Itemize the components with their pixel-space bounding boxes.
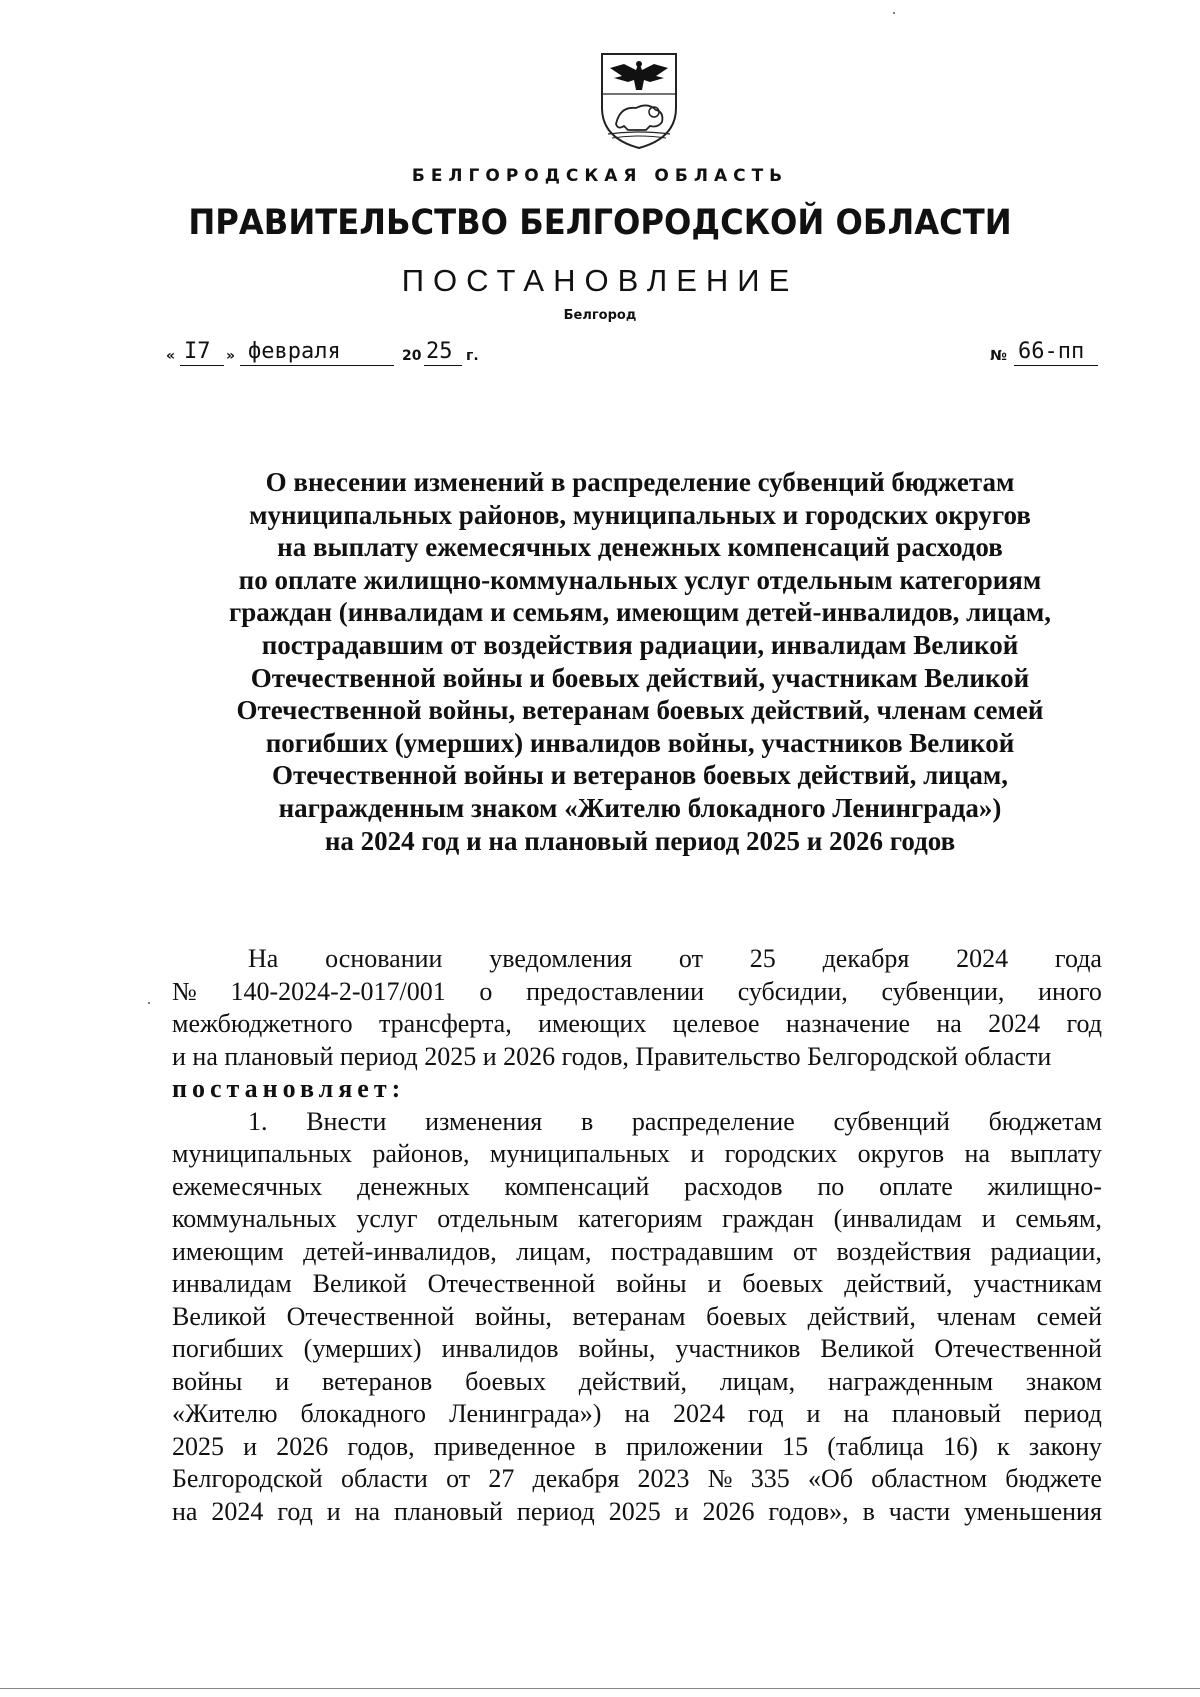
word: округов [857, 1139, 945, 1168]
word: лицам, [719, 1366, 796, 1396]
word: период [516, 1496, 595, 1526]
word: плановый [393, 1496, 503, 1526]
word: пострадавшим [610, 1236, 774, 1266]
word: (инвалидам [833, 1204, 962, 1233]
word: 2023 [637, 1464, 690, 1493]
word: в [862, 1496, 875, 1526]
word: граждан [722, 1204, 814, 1233]
word: от [446, 1464, 471, 1493]
word: декабря [532, 1464, 620, 1493]
title-line: на выплату ежемесячных денежных компенсаций расходов [277, 532, 1003, 563]
word: областном [871, 1464, 988, 1493]
word: годов, [347, 1431, 415, 1461]
word: действий, [844, 1269, 953, 1298]
word: 2024 [988, 1009, 1041, 1038]
document-type: ПОСТАНОВЛЕНИЕ [401, 263, 799, 298]
word: 2024 [211, 1496, 264, 1526]
word: 1. [248, 1106, 268, 1136]
word: 335 [750, 1464, 790, 1493]
date-number-line [166, 334, 1096, 366]
body-line [172, 1366, 1102, 1399]
scan-speck [893, 12, 895, 14]
word: оплате [879, 1171, 953, 1201]
date-month: февраля [248, 339, 341, 364]
word: от [678, 944, 703, 973]
word: области [340, 1464, 428, 1493]
title-line: граждан (инвалидам и семьям, имеющим детей-инвалидов, лицам, [228, 597, 1052, 628]
word: в [594, 1431, 607, 1461]
word: целевое [672, 1009, 760, 1038]
document-title [190, 466, 1090, 857]
word: «Об [807, 1464, 853, 1493]
word: На [248, 944, 279, 973]
resolves-word: постановляет: [172, 1074, 406, 1103]
word: к [997, 1431, 1010, 1461]
word: действий, [807, 1301, 916, 1331]
document-body [172, 943, 1102, 1528]
word: плановый [892, 1399, 1002, 1428]
word: награжденным [827, 1366, 994, 1396]
word: приведенное [433, 1431, 576, 1461]
word: части [888, 1496, 951, 1526]
word: действий, [578, 1366, 687, 1396]
word: войны [616, 1269, 687, 1298]
body-line [172, 976, 1102, 1009]
word: Белгородской [172, 1464, 323, 1493]
word: ветеранам [572, 1301, 686, 1331]
word: период [1024, 1399, 1102, 1428]
word: (умерших) [303, 1334, 422, 1363]
title-line: Отечественной войны и ветеранов боевых действий, лицам, [271, 760, 1009, 791]
word: год [1066, 1009, 1102, 1038]
word: на [172, 1496, 198, 1526]
word: услуг [356, 1204, 418, 1233]
word: категориям [578, 1204, 703, 1233]
title-line: пострадавшим от воздействия радиации, инвалидам Великой [261, 629, 1019, 660]
word: Отечественной [427, 1269, 596, 1298]
word: войны, [474, 1301, 552, 1331]
word: войны, [578, 1334, 656, 1363]
city-name: Белгород [563, 308, 637, 323]
word: год [277, 1496, 313, 1526]
word: городских [724, 1139, 838, 1168]
body-line [172, 1333, 1102, 1366]
title-line: на 2024 год и на плановый период 2025 и 2026 годов [324, 825, 956, 856]
word: бюджетам [988, 1106, 1102, 1136]
word: уменьшения [964, 1496, 1102, 1526]
body-line [172, 1008, 1102, 1041]
scan-speck [148, 1002, 150, 1004]
word: выплату [1010, 1139, 1102, 1168]
word: Отечественной [934, 1334, 1102, 1363]
word: 25 [749, 944, 776, 973]
word: семей [1036, 1301, 1102, 1331]
date-year: 25 [426, 339, 453, 364]
word: детей-инвалидов, [303, 1236, 497, 1266]
close-quote: » [226, 348, 236, 364]
word: участникам [973, 1269, 1102, 1298]
body-line [172, 1106, 1102, 1139]
word: и [674, 1496, 689, 1526]
word: 2025 [608, 1496, 661, 1526]
word: 27 [488, 1464, 515, 1493]
word: лицам, [516, 1236, 592, 1266]
word: на [964, 1139, 991, 1168]
word: инвалидов [441, 1334, 559, 1363]
word: Отечественной [286, 1301, 455, 1331]
word: воздействия [836, 1236, 972, 1266]
title-line: Отечественной войны, ветеранам боевых действий, членам семей [236, 695, 1044, 726]
word: и [275, 1366, 290, 1396]
body-line [172, 1463, 1102, 1496]
word: коммунальных [172, 1204, 337, 1233]
word: субсидии, [737, 976, 848, 1006]
word: распределение [631, 1106, 795, 1136]
word: приложении [625, 1431, 763, 1461]
word: участников [675, 1334, 801, 1363]
word: о [479, 976, 493, 1006]
word: в [580, 1106, 594, 1136]
word: иного [1038, 976, 1102, 1006]
word: и [806, 1399, 821, 1428]
word: 2026 [702, 1496, 755, 1526]
title-line: муниципальных районов, муниципальных и городских округов [249, 499, 1031, 530]
word: межбюджетного [172, 1009, 353, 1038]
word: № [707, 1464, 733, 1493]
word: года [1054, 944, 1102, 973]
word: субвенции, [881, 976, 1005, 1006]
title-line: погибших (умерших) инвалидов войны, участников Великой [265, 727, 1015, 758]
day-underline [180, 365, 224, 366]
word: № [172, 976, 197, 1006]
word: районов, [372, 1139, 470, 1168]
title-line: Отечественной войны и боевых действий, участникам Великой [250, 662, 1030, 693]
word: трансферта, [378, 1009, 512, 1038]
word: компенсаций [504, 1171, 650, 1201]
word: и [243, 1431, 258, 1461]
word: расходов [684, 1171, 783, 1201]
word: (таблица [827, 1431, 925, 1461]
scan-edge-line [0, 1688, 1200, 1689]
word: жилищно- [987, 1171, 1102, 1201]
word: ветеранов [321, 1366, 433, 1396]
word: на [843, 1399, 869, 1428]
month-underline [240, 365, 394, 366]
word: на [936, 1009, 962, 1038]
word: отдельным [437, 1204, 559, 1233]
word: войны [172, 1366, 243, 1396]
title-line: О внесении изменений в распределение субвенций бюджетам [265, 467, 1015, 497]
word: и [707, 1269, 722, 1298]
word: имеющим [172, 1236, 284, 1266]
word: 2025 [172, 1431, 224, 1461]
title-line: награжденным знаком «Жителю блокадного Ленинграда») [278, 792, 1002, 823]
word: имеющих [538, 1009, 647, 1038]
word: Великой [312, 1269, 407, 1298]
word: бюджете [1005, 1464, 1102, 1493]
word: предоставлении [526, 976, 705, 1006]
word: декабря [822, 944, 910, 973]
year-underline [424, 365, 462, 366]
date-day: I7 [184, 339, 211, 364]
word: членам [936, 1301, 1017, 1331]
region-name: БЕЛГОРОДСКАЯ ОБЛАСТЬ [411, 166, 789, 186]
body-line [172, 1496, 1102, 1529]
word: муниципальных [172, 1139, 353, 1168]
word: боевых [742, 1269, 824, 1298]
word: Внести [306, 1106, 387, 1136]
word: Великой [172, 1301, 266, 1331]
government-name: ПРАВИТЕЛЬСТВО БЕЛГОРОДСКОЙ ОБЛАСТИ [188, 203, 1012, 243]
word: от [793, 1236, 818, 1266]
word: изменения [425, 1106, 543, 1136]
body-line: и на плановый период 2025 и 2026 годов, Правительство Белгородской области [172, 1041, 1052, 1071]
document-number: 66-пп [1018, 339, 1085, 364]
word: радиации, [990, 1236, 1102, 1266]
body-line [172, 1203, 1102, 1236]
word: уведомления [489, 944, 633, 973]
word: семьям, [1015, 1204, 1102, 1233]
body-line [172, 943, 1102, 976]
word: субвенций [833, 1106, 950, 1136]
word: и [981, 1204, 996, 1233]
word: «Жителю [172, 1399, 278, 1428]
word: ежемесячных [172, 1171, 323, 1201]
word: по [817, 1171, 845, 1201]
word: основании [325, 944, 443, 973]
word: 15 [782, 1431, 809, 1461]
body-line [172, 1138, 1102, 1171]
number-underline [1014, 365, 1098, 366]
word: погибших [172, 1334, 284, 1363]
word: на [354, 1496, 381, 1526]
word: и [690, 1139, 705, 1168]
word: инвалидам [172, 1269, 292, 1298]
word: Ленинграда») [449, 1399, 602, 1428]
word: 2024 [672, 1399, 725, 1428]
year-prefix: 20 [402, 348, 422, 364]
word: блокадного [300, 1399, 427, 1428]
word: и [326, 1496, 341, 1526]
body-line [172, 1268, 1102, 1301]
title-line: по оплате жилищно-коммунальных услуг отдельным категориям [238, 564, 1042, 595]
word: закону [1028, 1431, 1102, 1461]
body-line [172, 1236, 1102, 1269]
number-label: № [990, 348, 1007, 364]
word: знаком [1025, 1366, 1102, 1396]
open-quote: « [166, 348, 176, 364]
word: муниципальных [489, 1139, 670, 1168]
body-line [172, 1398, 1102, 1431]
word: боевых [465, 1366, 546, 1396]
word: денежных [357, 1171, 470, 1201]
body-line [172, 1431, 1102, 1464]
word: 140-2024-2-017/001 [230, 976, 446, 1006]
body-line [172, 1171, 1102, 1204]
word: год [748, 1399, 784, 1428]
word: Великой [820, 1334, 915, 1363]
year-unit: г. [466, 348, 479, 364]
word: боевых [706, 1301, 787, 1331]
word: 2024 [956, 944, 1009, 973]
word: на [624, 1399, 650, 1428]
word: 16) [943, 1431, 978, 1461]
word: назначение [785, 1009, 911, 1038]
word: годов», [768, 1496, 849, 1526]
body-line [172, 1301, 1102, 1334]
coat-of-arms-emblem [598, 50, 680, 150]
word: 2026 [276, 1431, 329, 1461]
